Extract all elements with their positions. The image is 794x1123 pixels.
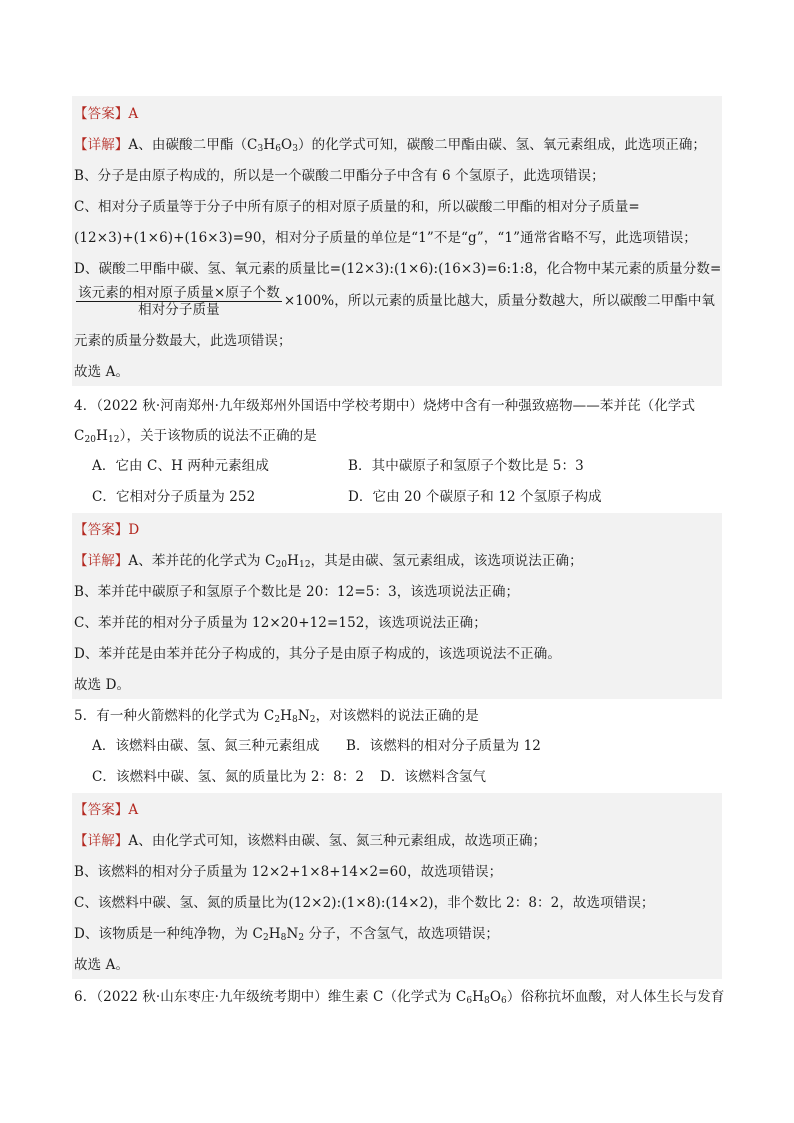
detail-line-d1: D、碳酸二甲酯中碳、氢、氧元素的质量比=(12×3):(1×6):(16×3)=6:1:8，化合物中某元素的质量分数= (74, 261, 722, 277)
option-a: A．它由 C、H 两种元素组成 (92, 458, 269, 474)
question-5-stem: 5．有一种火箭燃料的化学式为 $C_2H_8N_2$，对该燃料的说法正确的是 (74, 708, 479, 725)
detail-line-b: B、苯并芘中碳原子和氢原子个数比是 20：12=5：3，该选项说法正确； (74, 584, 520, 600)
detail-line-c: C、苯并芘的相对分子质量为 12×20+12=152，该选项说法正确； (74, 615, 487, 631)
question-4-stem-2: $C_{20}H_{12}$），关于该物质的说法不正确的是 (74, 428, 317, 445)
detail-line-d: D、苯并芘是由苯并芘分子构成的，其分子是由原子构成的，该选项说法不正确。 (74, 646, 561, 662)
option-b: B．该燃料的相对分子质量为 12 (346, 738, 541, 754)
mass-fraction-formula: $\frac{\text{该元素的相对原子质量×原子个数}}{\text{相对分子质量}}$ (78, 285, 280, 318)
detail-label: 【详解】 (74, 833, 129, 849)
answer-label: 【答案】 (74, 802, 129, 818)
detail-line-a: 【详解】A、由碳酸二甲酯$(C_3H_6O_3)$的化学式可知，碳酸二甲酯由碳、氢、氧元素组成，此选项正确； (74, 137, 707, 154)
detail-label: 【详解】 (74, 137, 129, 153)
detail-label: 【详解】 (74, 553, 129, 569)
conclusion: 故选 D。 (74, 677, 131, 693)
answer-line (74, 103, 722, 125)
option-d: D．它由 20 个碳原子和 12 个氢原子构成 (348, 489, 602, 505)
question-6-stem: 6．（2022 秋·山东枣庄·九年级统考期中）维生素 C（化学式为 $C_6H_8O_6$）俗称抗坏血酸，对人体生长与发育 (74, 989, 725, 1006)
option-d: D．该燃料含氢气 (380, 769, 487, 785)
detail-line-a: 【详解】A、由化学式可知，该燃料由碳、氢、氮三种元素组成，故选项正确； (74, 833, 547, 849)
answer-value: D (128, 522, 140, 538)
answer-label: 【答案】 (74, 106, 129, 122)
detail-line-c1: C、相对分子质量等于分子中所有原子的相对原子质量的和，所以碳酸二甲酯的相对分子质量= (74, 199, 640, 215)
conclusion: 故选 A。 (74, 957, 130, 973)
detail-line-d2: $\frac{\text{该元素的相对原子质量×原子个数}}{\text{相对分子质量}}$ ×100%，所以元素的质量比越大，质量分数越大，所以碳酸二甲酯中氧 (78, 285, 716, 318)
answer-label: 【答案】 (74, 522, 129, 538)
answer-line (74, 799, 722, 821)
answer-value: A (128, 106, 139, 122)
detail-line-d3: 元素的质量分数最大，此选项错误； (74, 333, 292, 349)
conclusion: 故选 A。 (74, 364, 130, 380)
option-c: C．它相对分子质量为 252 (92, 489, 256, 505)
question-4-stem: 4．（2022 秋·河南郑州·九年级郑州外国语中学校考期中）烧烤中含有一种强致癌物——苯并芘（化学式 (74, 398, 696, 414)
detail-line-c: C、该燃料中碳、氢、氮的质量比为(12×2):(1×8):(14×2)，非个数比 2：8：2，故选项错误； (74, 895, 655, 911)
detail-line-a: 【详解】A、苯并芘的化学式为 $C_{20}H_{12}$，其是由碳、氢元素组成，该选项说法正确； (74, 553, 583, 570)
answer-line (74, 519, 722, 541)
option-a: A．该燃料由碳、氢、氮三种元素组成 (92, 738, 320, 754)
detail-line-b: B、该燃料的相对分子质量为 12×2+1×8+14×2=60，故选项错误； (74, 864, 503, 880)
detail-line-c2: (12×3)+(1×6)+(16×3)=90，相对分子质量的单位是“1”不是“g”，“1”通常省略不写，此选项错误； (74, 230, 697, 246)
option-c: C．该燃料中碳、氢、氮的质量比为 2：8：2 (92, 769, 365, 785)
detail-line-b: B、分子是由原子构成的，所以是一个碳酸二甲酯分子中含有 6 个氢原子，此选项错误； (74, 168, 605, 184)
answer-value: A (128, 802, 139, 818)
option-b: B．其中碳原子和氢原子个数比是 5：3 (348, 458, 584, 474)
detail-line-d: D、该物质是一种纯净物，为 $C_2H_8N_2$ 分子，不含氢气，故选项错误； (74, 926, 500, 943)
